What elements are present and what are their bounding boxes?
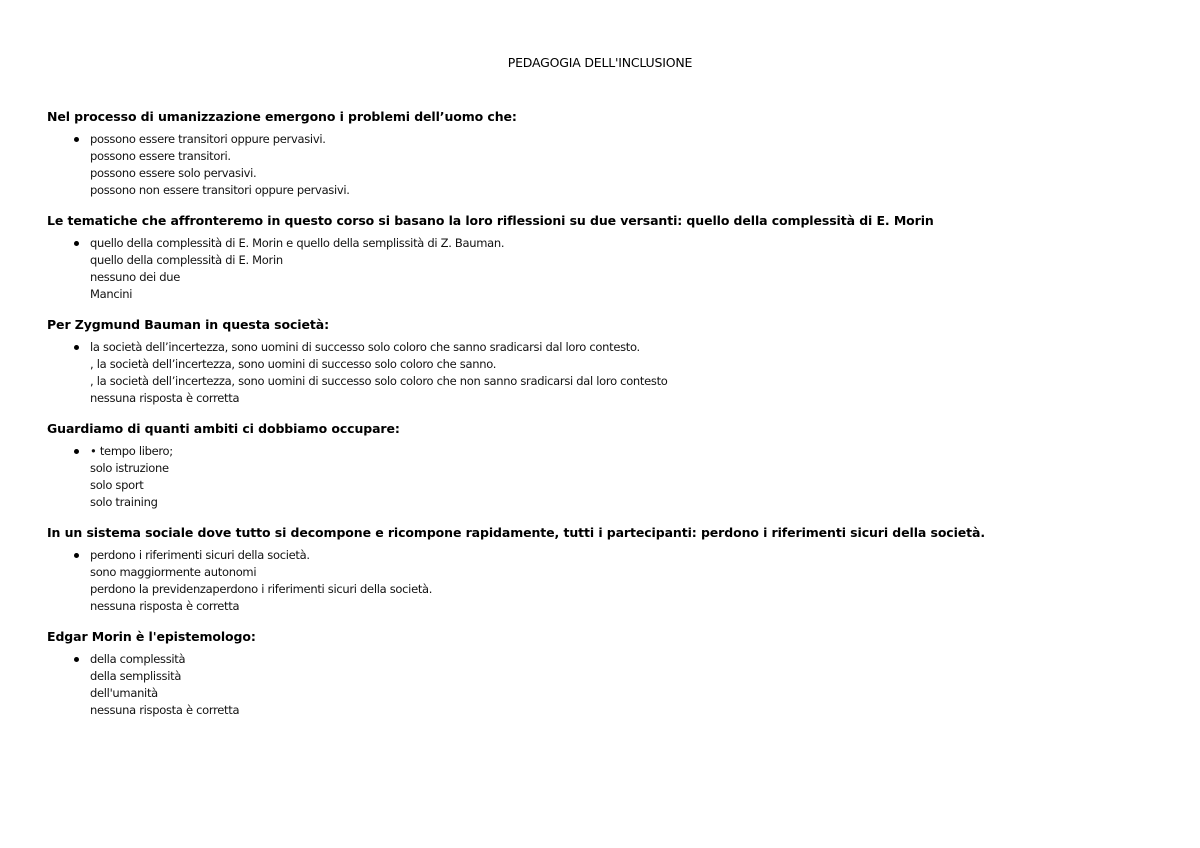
answer-option: possono essere transitori. — [90, 149, 231, 163]
question-3 — [47, 317, 1167, 407]
answer-option: possono essere transitori oppure pervasivi. — [90, 132, 326, 146]
question-text: Guardiamo di quanti ambiti ci dobbiamo occupare: — [47, 421, 400, 436]
answer-option: possono non essere transitori oppure pervasivi. — [90, 183, 350, 197]
answer-option: solo training — [90, 495, 158, 509]
answer-option: , la società dell’incertezza, sono uomini di successo solo coloro che non sanno sradicarsi dal loro contesto — [90, 374, 668, 388]
bullet-icon — [74, 137, 79, 142]
answer-option: nessuna risposta è corretta — [90, 599, 240, 613]
answer-option: la società dell’incertezza, sono uomini di successo solo coloro che sanno sradicarsi dal loro contesto. — [90, 340, 640, 354]
question-text: Edgar Morin è l'epistemologo: — [47, 629, 256, 644]
answer-option: possono essere solo pervasivi. — [90, 166, 257, 180]
answer-option: perdono i riferimenti sicuri della società. — [90, 548, 310, 562]
question-text: Le tematiche che affronteremo in questo corso si basano la loro riflessioni su due versanti: quello della complessità di E. Morin — [47, 213, 934, 228]
answer-list — [47, 547, 1167, 615]
answer-option: nessuna risposta è corretta — [90, 391, 240, 405]
answer-list — [47, 131, 1167, 199]
page-title: PEDAGOGIA DELL'INCLUSIONE — [507, 55, 693, 70]
answer-list — [47, 339, 1167, 407]
bullet-icon — [74, 241, 79, 246]
answer-option: , la società dell’incertezza, sono uomini di successo solo coloro che sanno. — [90, 357, 497, 371]
answer-list — [47, 443, 1167, 511]
answer-option: della complessità — [90, 652, 186, 666]
answer-option: dell'umanità — [90, 686, 158, 700]
answer-option: perdono la previdenzaperdono i riferimenti sicuri della società. — [90, 582, 433, 596]
answer-option: quello della complessità di E. Morin — [90, 253, 283, 267]
bullet-icon — [74, 345, 79, 350]
answer-option: sono maggiormente autonomi — [90, 565, 257, 579]
question-text: In un sistema sociale dove tutto si decompone e ricompone rapidamente, tutti i partecipanti: perdono i riferimenti sicuri della società. — [47, 525, 986, 540]
question-list — [47, 109, 1167, 733]
answer-option: della semplissità — [90, 669, 182, 683]
question-5 — [47, 525, 1167, 615]
answer-option: nessuna risposta è corretta — [90, 703, 240, 717]
bullet-icon — [74, 449, 79, 454]
answer-option: • tempo libero; — [90, 444, 173, 458]
answer-list — [47, 235, 1167, 303]
question-4 — [47, 421, 1167, 511]
answer-list — [47, 651, 1167, 719]
answer-option: solo istruzione — [90, 461, 169, 475]
bullet-icon — [74, 657, 79, 662]
answer-option: Mancini — [90, 287, 133, 301]
question-text: Per Zygmund Bauman in questa società: — [47, 317, 329, 332]
answer-option: solo sport — [90, 478, 144, 492]
question-text: Nel processo di umanizzazione emergono i problemi dell’uomo che: — [47, 109, 517, 124]
question-2 — [47, 213, 1167, 303]
question-1 — [47, 109, 1167, 199]
question-6 — [47, 629, 1167, 719]
bullet-icon — [74, 553, 79, 558]
answer-option: nessuno dei due — [90, 270, 181, 284]
answer-option: quello della complessità di E. Morin e quello della semplissità di Z. Bauman. — [90, 236, 505, 250]
